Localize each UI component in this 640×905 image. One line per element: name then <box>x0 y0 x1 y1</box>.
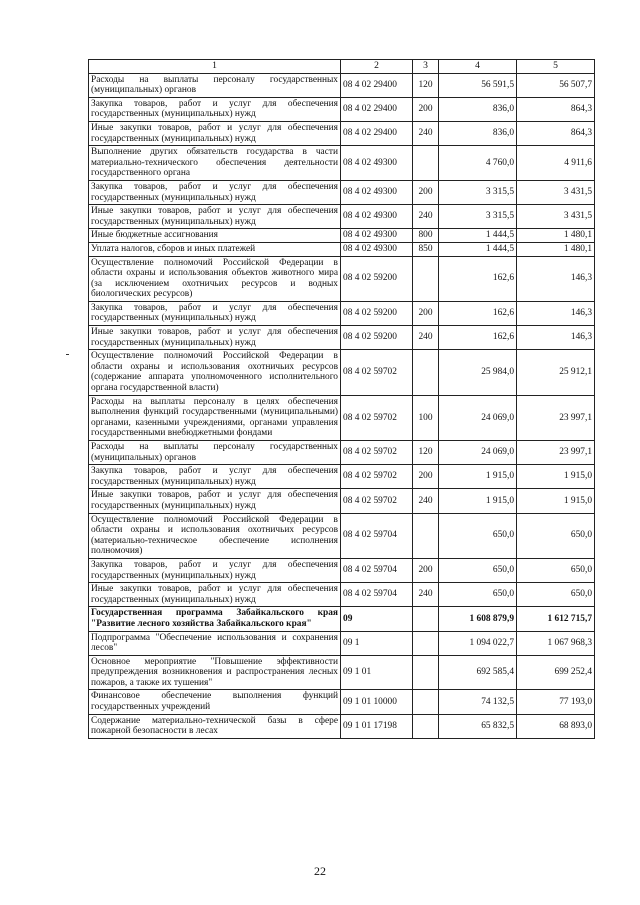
table-row <box>89 180 595 204</box>
table-row <box>89 465 595 489</box>
cell-value-1: 1 444,5 <box>439 229 517 243</box>
cell-code: 08 4 02 59704 <box>341 513 413 558</box>
cell-value-2: 56 507,7 <box>517 73 595 97</box>
table-row <box>89 301 595 325</box>
cell-value-2: 23 997,1 <box>517 441 595 465</box>
cell-code: 08 4 02 49300 <box>341 205 413 229</box>
cell-code: 08 4 02 59704 <box>341 558 413 582</box>
cell-type <box>413 714 439 738</box>
table-row <box>89 690 595 714</box>
cell-code: 08 4 02 29400 <box>341 97 413 121</box>
cell-value-1: 24 069,0 <box>439 395 517 440</box>
cell-value-1: 162,6 <box>439 301 517 325</box>
cell-name: Расходы на выплаты персоналу государственных (муниципальных) органов <box>89 441 341 465</box>
cell-value-1: 836,0 <box>439 97 517 121</box>
table-row <box>89 205 595 229</box>
cell-value-2: 1 915,0 <box>517 489 595 513</box>
cell-value-2: 3 431,5 <box>517 205 595 229</box>
cell-code: 09 1 01 17198 <box>341 714 413 738</box>
table-row <box>89 441 595 465</box>
table-row <box>89 583 595 607</box>
cell-name: Осуществление полномочий Российской Федерации в области охраны и использования охотничьих ресурсов (содержание аппарата уполномоченного исполнительного органа государственной власти) <box>89 350 341 395</box>
cell-code: 08 4 02 49300 <box>341 146 413 181</box>
header-col-5: 5 <box>517 60 595 74</box>
cell-value-1: 24 069,0 <box>439 441 517 465</box>
cell-name: Иные закупки товаров, работ и услуг для обеспечения государственных (муниципальных) нужд <box>89 489 341 513</box>
cell-code: 08 4 02 29400 <box>341 73 413 97</box>
table-row <box>89 631 595 655</box>
cell-code: 08 4 02 59702 <box>341 441 413 465</box>
cell-type <box>413 631 439 655</box>
table-row <box>89 121 595 145</box>
cell-value-1: 650,0 <box>439 513 517 558</box>
cell-type <box>413 690 439 714</box>
cell-type <box>413 513 439 558</box>
cell-type: 240 <box>413 205 439 229</box>
cell-value-2: 146,3 <box>517 256 595 301</box>
cell-value-1: 3 315,5 <box>439 180 517 204</box>
cell-value-1: 1 915,0 <box>439 489 517 513</box>
cell-value-2: 699 252,4 <box>517 655 595 690</box>
table-row <box>89 558 595 582</box>
table-row <box>89 395 595 440</box>
cell-value-1: 650,0 <box>439 558 517 582</box>
table-row <box>89 489 595 513</box>
cell-code: 08 4 02 49300 <box>341 180 413 204</box>
cell-value-2: 68 893,0 <box>517 714 595 738</box>
cell-type: 240 <box>413 326 439 350</box>
cell-value-2: 25 912,1 <box>517 350 595 395</box>
table-row <box>89 714 595 738</box>
table-row <box>89 146 595 181</box>
cell-name: Закупка товаров, работ и услуг для обеспечения государственных (муниципальных) нужд <box>89 97 341 121</box>
cell-name: Подпрограмма "Обеспечение использования и сохранения лесов" <box>89 631 341 655</box>
cell-value-1: 74 132,5 <box>439 690 517 714</box>
cell-value-2: 77 193,0 <box>517 690 595 714</box>
cell-code: 08 4 02 59702 <box>341 395 413 440</box>
header-col-4: 4 <box>439 60 517 74</box>
cell-name: Уплата налогов, сборов и иных платежей <box>89 242 341 256</box>
cell-name: Закупка товаров, работ и услуг для обеспечения государственных (муниципальных) нужд <box>89 301 341 325</box>
budget-table <box>88 59 595 739</box>
cell-name: Осуществление полномочий Российской Федерации в области охраны и использования охотничьих ресурсов (материально-техническое обеспечение исполнения полномочия) <box>89 513 341 558</box>
margin-mark <box>66 354 69 355</box>
cell-name: Содержание материально-технической базы в сфере пожарной безопасности в лесах <box>89 714 341 738</box>
cell-type: 100 <box>413 395 439 440</box>
cell-code: 08 4 02 49300 <box>341 242 413 256</box>
table-row <box>89 242 595 256</box>
cell-value-1: 162,6 <box>439 256 517 301</box>
cell-name: Выполнение других обязательств государства в части материально-технического обеспечения деятельности государственного органа <box>89 146 341 181</box>
cell-value-1: 162,6 <box>439 326 517 350</box>
cell-value-1: 25 984,0 <box>439 350 517 395</box>
cell-code: 08 4 02 59702 <box>341 465 413 489</box>
cell-value-2: 146,3 <box>517 326 595 350</box>
cell-type <box>413 256 439 301</box>
cell-value-2: 864,3 <box>517 121 595 145</box>
cell-name: Закупка товаров, работ и услуг для обеспечения государственных (муниципальных) нужд <box>89 465 341 489</box>
table-row <box>89 655 595 690</box>
cell-value-1: 650,0 <box>439 583 517 607</box>
cell-value-1: 56 591,5 <box>439 73 517 97</box>
table-header-row <box>89 60 595 74</box>
cell-value-2: 4 911,6 <box>517 146 595 181</box>
cell-code: 08 4 02 49300 <box>341 229 413 243</box>
cell-name: Государственная программа Забайкальского края "Развитие лесного хозяйства Забайкальского края" <box>89 607 341 631</box>
cell-type: 800 <box>413 229 439 243</box>
cell-value-2: 650,0 <box>517 583 595 607</box>
cell-value-2: 3 431,5 <box>517 180 595 204</box>
cell-value-2: 23 997,1 <box>517 395 595 440</box>
cell-value-2: 1 480,1 <box>517 242 595 256</box>
table-row <box>89 350 595 395</box>
cell-code: 08 4 02 59704 <box>341 583 413 607</box>
cell-name: Иные закупки товаров, работ и услуг для обеспечения государственных (муниципальных) нужд <box>89 326 341 350</box>
cell-type: 240 <box>413 121 439 145</box>
cell-name: Иные бюджетные ассигнования <box>89 229 341 243</box>
cell-code: 09 <box>341 607 413 631</box>
cell-value-2: 1 480,1 <box>517 229 595 243</box>
cell-code: 08 4 02 59702 <box>341 489 413 513</box>
table-row <box>89 513 595 558</box>
cell-name: Расходы на выплаты персоналу государственных (муниципальных) органов <box>89 73 341 97</box>
header-col-3: 3 <box>413 60 439 74</box>
table-row <box>89 73 595 97</box>
header-col-1: 1 <box>89 60 341 74</box>
table-row <box>89 326 595 350</box>
cell-value-1: 1 608 879,9 <box>439 607 517 631</box>
cell-type: 240 <box>413 489 439 513</box>
cell-name: Иные закупки товаров, работ и услуг для обеспечения государственных (муниципальных) нужд <box>89 205 341 229</box>
cell-type <box>413 146 439 181</box>
cell-name: Закупка товаров, работ и услуг для обеспечения государственных (муниципальных) нужд <box>89 558 341 582</box>
cell-code: 09 1 01 <box>341 655 413 690</box>
cell-value-2: 650,0 <box>517 513 595 558</box>
cell-type: 120 <box>413 73 439 97</box>
cell-value-2: 1 612 715,7 <box>517 607 595 631</box>
cell-type: 200 <box>413 180 439 204</box>
table-row <box>89 97 595 121</box>
cell-value-2: 1 915,0 <box>517 465 595 489</box>
cell-name: Осуществление полномочий Российской Федерации в области охраны и использования объектов животного мира (за исключением охотничьих ресурсов и водных биологических ресурсов) <box>89 256 341 301</box>
cell-value-1: 3 315,5 <box>439 205 517 229</box>
cell-name: Иные закупки товаров, работ и услуг для обеспечения государственных (муниципальных) нужд <box>89 121 341 145</box>
cell-type: 850 <box>413 242 439 256</box>
cell-value-1: 1 094 022,7 <box>439 631 517 655</box>
cell-code: 08 4 02 59200 <box>341 301 413 325</box>
cell-code: 08 4 02 59200 <box>341 256 413 301</box>
cell-type: 200 <box>413 301 439 325</box>
cell-code: 08 4 02 29400 <box>341 121 413 145</box>
table-row <box>89 229 595 243</box>
cell-name: Основное мероприятие "Повышение эффективности предупреждения возникновения и распространения лесных пожаров, а также их тушения" <box>89 655 341 690</box>
cell-code: 09 1 <box>341 631 413 655</box>
cell-type: 240 <box>413 583 439 607</box>
cell-value-1: 836,0 <box>439 121 517 145</box>
cell-value-1: 692 585,4 <box>439 655 517 690</box>
cell-code: 09 1 01 10000 <box>341 690 413 714</box>
cell-name: Иные закупки товаров, работ и услуг для обеспечения государственных (муниципальных) нужд <box>89 583 341 607</box>
cell-type: 200 <box>413 465 439 489</box>
page-number: 22 <box>314 864 326 878</box>
cell-value-1: 65 832,5 <box>439 714 517 738</box>
cell-name: Финансовое обеспечение выполнения функций государственных учреждений <box>89 690 341 714</box>
cell-value-1: 1 915,0 <box>439 465 517 489</box>
cell-value-2: 146,3 <box>517 301 595 325</box>
cell-value-1: 1 444,5 <box>439 242 517 256</box>
cell-type: 200 <box>413 97 439 121</box>
cell-code: 08 4 02 59702 <box>341 350 413 395</box>
cell-value-2: 864,3 <box>517 97 595 121</box>
cell-type <box>413 655 439 690</box>
cell-value-2: 1 067 968,3 <box>517 631 595 655</box>
cell-type: 200 <box>413 558 439 582</box>
table-row <box>89 256 595 301</box>
header-col-2: 2 <box>341 60 413 74</box>
cell-type: 120 <box>413 441 439 465</box>
cell-name: Закупка товаров, работ и услуг для обеспечения государственных (муниципальных) нужд <box>89 180 341 204</box>
cell-value-1: 4 760,0 <box>439 146 517 181</box>
cell-type <box>413 350 439 395</box>
table-row <box>89 607 595 631</box>
cell-value-2: 650,0 <box>517 558 595 582</box>
cell-type <box>413 607 439 631</box>
cell-code: 08 4 02 59200 <box>341 326 413 350</box>
cell-name: Расходы на выплаты персоналу в целях обеспечения выполнения функций государственными (муниципальными) органами, казенными учреждениями, органами управления государственными внебюджетными фондами <box>89 395 341 440</box>
